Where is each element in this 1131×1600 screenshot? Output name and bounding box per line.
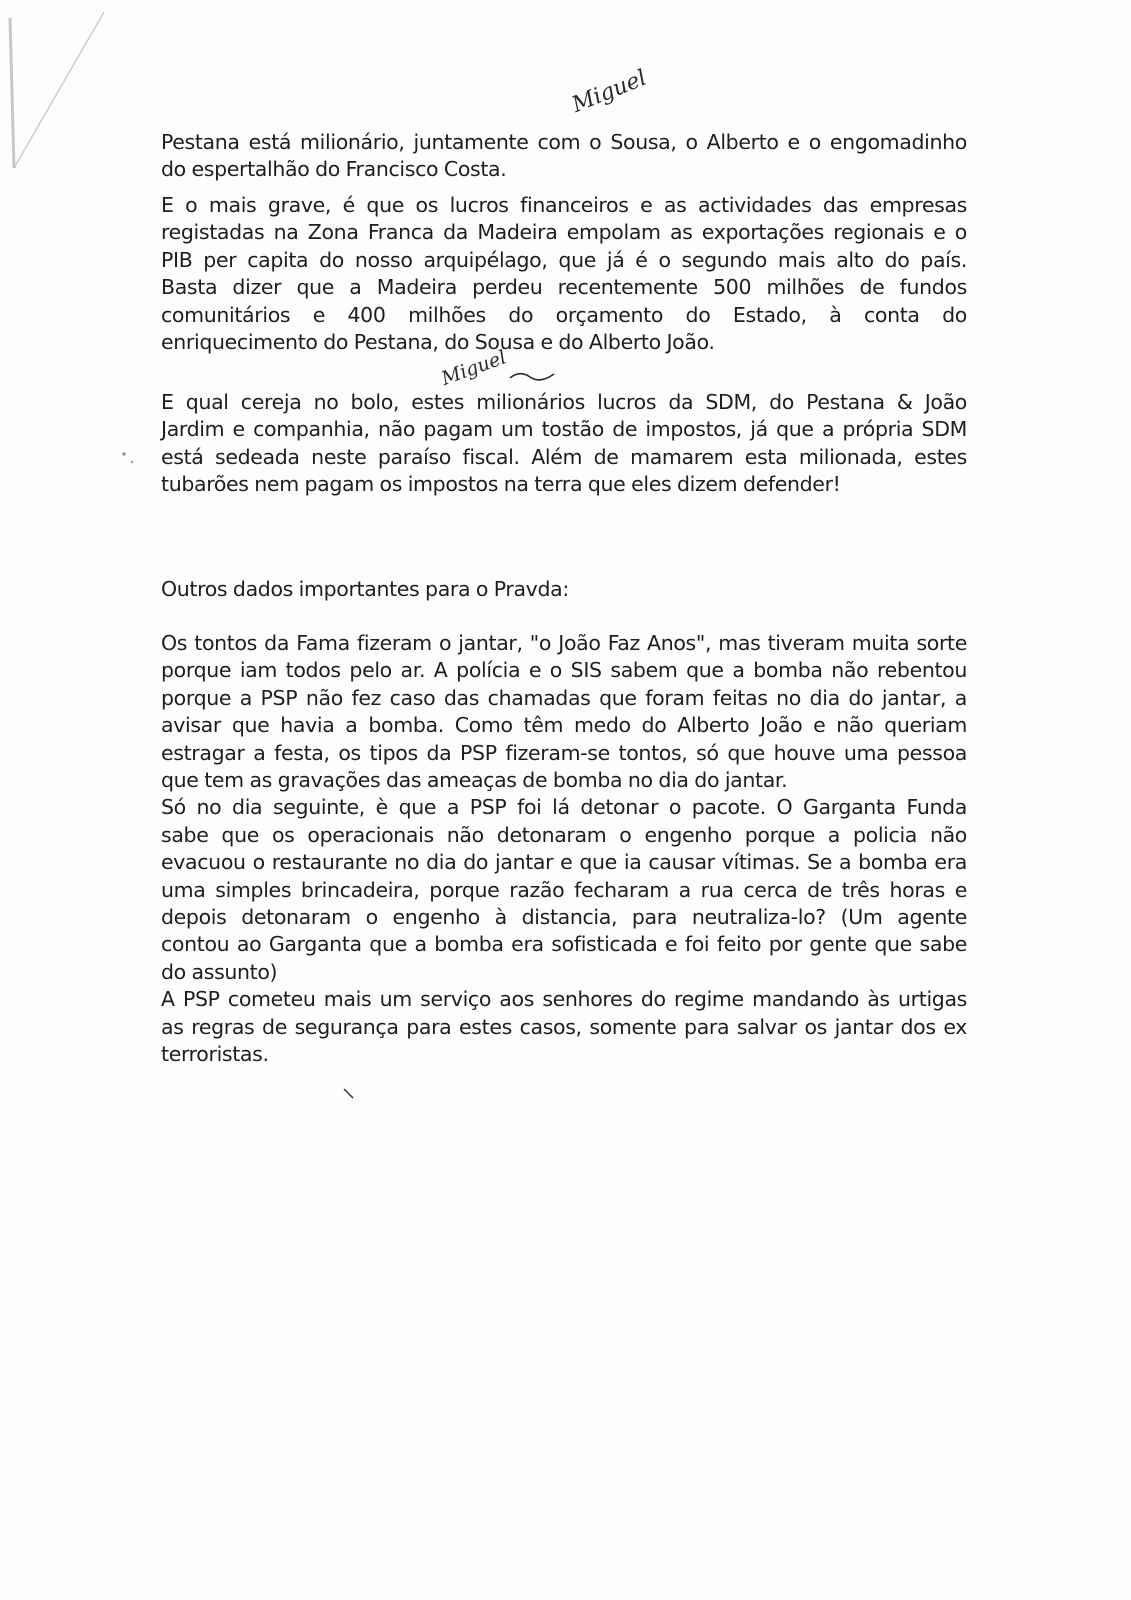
text-line: uma simples brincadeira, porque razão fecharam a rua cerca de três horas e [161, 877, 967, 902]
handwritten-annotation-miguel-middle: Miguel [438, 346, 510, 390]
scan-speck [118, 448, 142, 468]
text-line: A PSP cometeu mais um serviço aos senhores do regime mandando às urtigas [161, 987, 967, 1012]
text-line: contou ao Garganta que a bomba era sofisticada e foi feito por gente que sabe [161, 932, 967, 957]
text-line: porque a PSP não fez caso das chamadas que foram feitas no dia do jantar, a [161, 685, 967, 710]
handwritten-annotation-miguel-top: Miguel [568, 65, 651, 118]
text-line: comunitários e 400 milhões do orçamento do Estado, à conta do [161, 302, 967, 327]
text-line: está sedeada neste paraíso fiscal. Além de mamarem esta milionada, estes [161, 444, 967, 469]
text-line: que tem as gravações das ameaças de bomba no dia do jantar. [161, 768, 788, 793]
text-line: PIB per capita do nosso arquipélago, que já é o segundo mais alto do país. [161, 247, 967, 272]
text-line: E qual cereja no bolo, estes milionários lucros da SDM, do Pestana & João [161, 390, 967, 414]
text-line: estragar a festa, os tipos da PSP fizeram-se tontos, só que houve uma pessoa [161, 740, 967, 765]
pen-mark [341, 1086, 357, 1102]
text-line: porque iam todos pelo ar. A polícia e o SIS sabem que a bomba não rebentou [161, 658, 967, 683]
text-line: avisar que havia a bomba. Como têm medo do Alberto João e não queriam [161, 713, 967, 738]
text-line: enriquecimento do Pestana, do Sousa e do Alberto João. [161, 330, 715, 355]
paragraph-4 [161, 630, 967, 1069]
text-line: sabe que os operacionais não detonaram o engenho porque a policia não [161, 822, 967, 847]
scan-edge-artifact [0, 0, 120, 200]
text-line: Só no dia seguinte, è que a PSP foi lá detonar o pacote. O Garganta Funda [161, 795, 967, 820]
text-line: terroristas. [161, 1042, 269, 1067]
text-line: evacuou o restaurante no dia do jantar e que ia causar vítimas. Se a bomba era [161, 850, 967, 875]
text-line: depois detonaram o engenho à distancia, para neutraliza-lo? (Um agente [161, 905, 967, 930]
text-line: do espertalhão do Francisco Costa. [161, 157, 507, 182]
text-line: Pestana está milionário, juntamente com o Sousa, o Alberto e o engomadinho [161, 130, 967, 154]
paragraph-3 [161, 389, 967, 499]
text-line: do assunto) [161, 959, 278, 984]
text-line: Jardim e companhia, não pagam um tostão de impostos, já que a própria SDM [161, 417, 967, 442]
text-line: tubarões nem pagam os impostos na terra que eles dizem defender! [161, 472, 841, 497]
heading-text: Outros dados importantes para o Pravda: [161, 577, 569, 601]
paragraph-1 [161, 129, 967, 184]
section-heading [161, 576, 967, 603]
paragraph-2 [161, 192, 967, 356]
text-line: as regras de segurança para estes casos, somente para salvar os jantar dos ex [161, 1014, 967, 1039]
text-line: Os tontos da Fama fizeram o jantar, "o João Faz Anos", mas tiveram muita sorte [161, 631, 967, 655]
text-line: E o mais grave, é que os lucros financeiros e as actividades das empresas [161, 193, 967, 217]
text-line: registadas na Zona Franca da Madeira empolam as exportações regionais e o [161, 220, 967, 245]
handwritten-tilde-stroke [508, 368, 556, 384]
text-line: Basta dizer que a Madeira perdeu recentemente 500 milhões de fundos [161, 275, 967, 300]
